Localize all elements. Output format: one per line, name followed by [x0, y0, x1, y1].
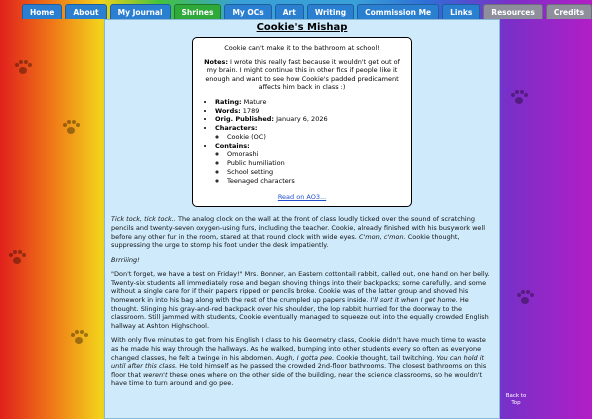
- characters-list: [215, 133, 403, 142]
- page-title: Cookie's Mishap: [256, 22, 348, 33]
- paw-print-icon: [516, 290, 534, 306]
- story-info-box: [192, 37, 412, 207]
- nav-credits[interactable]: Credits: [546, 4, 592, 19]
- meta-published: [215, 115, 403, 124]
- words-label: Words:: [215, 106, 241, 115]
- story-notes: [201, 58, 403, 92]
- back-to-top-link[interactable]: Back to Top: [505, 393, 527, 406]
- contains-item: ◦ School setting: [227, 168, 403, 177]
- top-nav: [22, 4, 585, 19]
- notes-text: I wrote this really fast because it wouldn't get out of my brain. I might continue this in other fics if people like it enough and want to see how Cookie's padded predicament affects him back in class :): [205, 58, 400, 92]
- story-span: these ones where on the other side of the building, near the science classrooms, so he wouldn't have time to turn around and go pee.: [111, 370, 483, 388]
- nav-about[interactable]: About: [65, 4, 106, 19]
- story-paragraph: [111, 270, 493, 330]
- meta-rating: [215, 98, 403, 107]
- story-span: Cookie thought, suppressing the urge to stomp his foot under the desk impatiently.: [111, 232, 460, 250]
- story-paragraph: [111, 215, 493, 249]
- meta-contains: [215, 142, 403, 186]
- story-italic: weren't: [143, 370, 168, 379]
- story-span: He thought. Slinging his gray-and-red backpack over his shoulder, the lop rabbit hurried for the doorway to the classroom. Still jammed with students, Cookie eventually managed to squeeze out into the equally crowded English hallway at Ashton Highschool.: [111, 296, 489, 330]
- nav-resources[interactable]: Resources: [483, 4, 543, 19]
- story-text: [111, 215, 493, 387]
- paw-print-icon: [14, 60, 32, 76]
- paw-print-icon: [8, 250, 26, 266]
- story-paragraph: [111, 336, 493, 387]
- story-italic: Augh, I gotta pee.: [275, 353, 335, 362]
- contains-item: ◦ Teenaged characters: [227, 177, 403, 186]
- paw-print-icon: [510, 90, 528, 106]
- rating-label: Rating:: [215, 97, 242, 106]
- nav-my-ocs[interactable]: My OCs: [224, 4, 271, 19]
- story-span: "Don't forget, we have a test on Friday!" Mrs. Bonner, an Eastern cottontail rabbit, called out, one hand on her belly. Twenty-six students all immediately rose and began shoving things into their backpacks; some carefully, and some without a single care for if their papers ripped or pencils broke. Cookie was of the latter group and shoved his homework in into his bag along with the rest of the crumpled up papers inside.: [111, 270, 490, 305]
- contains-item: ◦ Omorashi: [227, 150, 403, 159]
- nav-my-journal[interactable]: My Journal: [110, 4, 171, 19]
- meta-words: [215, 107, 403, 116]
- characters-label: Characters:: [215, 124, 258, 133]
- nav-shrines[interactable]: Shrines: [174, 4, 222, 19]
- paw-print-icon: [62, 120, 80, 136]
- rating-value: Mature: [241, 97, 267, 106]
- published-value: January 6, 2026: [274, 115, 328, 124]
- contains-list: [215, 150, 403, 185]
- nav-links[interactable]: Links: [442, 4, 480, 19]
- notes-label: Notes:: [204, 58, 228, 66]
- read-on-ao3-link[interactable]: Read on AO3...: [277, 193, 327, 202]
- story-summary: Cookie can't make it to the bathroom at school!: [224, 44, 380, 52]
- contains-item: ◦ Public humiliation: [227, 159, 403, 168]
- story-span: He told himself as he passed the crowded 2nd-floor bathrooms. The closest bathrooms on this floor that: [111, 362, 487, 379]
- story-italic: I'll sort it when I get home.: [370, 296, 458, 305]
- nav-writing[interactable]: Writing: [307, 4, 354, 19]
- words-value: 1789: [240, 106, 260, 115]
- nav-art[interactable]: Art: [275, 4, 304, 19]
- published-label: Orig. Published:: [215, 115, 275, 124]
- story-paragraph: [111, 256, 493, 265]
- character-item: ◦ Cookie (OC): [227, 133, 403, 142]
- story-italic: C'mon, c'mon.: [358, 232, 406, 241]
- meta-characters: [215, 124, 403, 142]
- story-span: The analog clock on the wall at the front of class loudly ticked over the sound of scratching pencils and twenty-seven oxygen-using furs, including the teacher. Cookie, already finished with his busywork well before any other fur in the room, stared at that round clock with wide eyes.: [111, 215, 486, 241]
- content-panel: [104, 19, 500, 419]
- nav-commission-me[interactable]: Commission Me: [357, 4, 439, 19]
- story-italic: Brrriiing!: [111, 255, 140, 264]
- story-italic: Tick tock, tick tock..: [111, 215, 176, 224]
- story-meta-list: [201, 98, 403, 186]
- story-span: Cookie thought, tail twitching.: [334, 353, 437, 362]
- story-span: With only five minutes to get from his English I class to his Geometry class, Cookie didn't have much time to waste as he made his way through the hallways. As he walked, bumping into other students every so often as everyone changed classes, he felt a twinge in his abdomen.: [111, 336, 486, 362]
- contains-label: Contains:: [215, 141, 250, 150]
- story-italic: You can hold it until after this class.: [111, 353, 485, 371]
- paw-print-icon: [70, 330, 88, 346]
- nav-home[interactable]: Home: [22, 4, 62, 19]
